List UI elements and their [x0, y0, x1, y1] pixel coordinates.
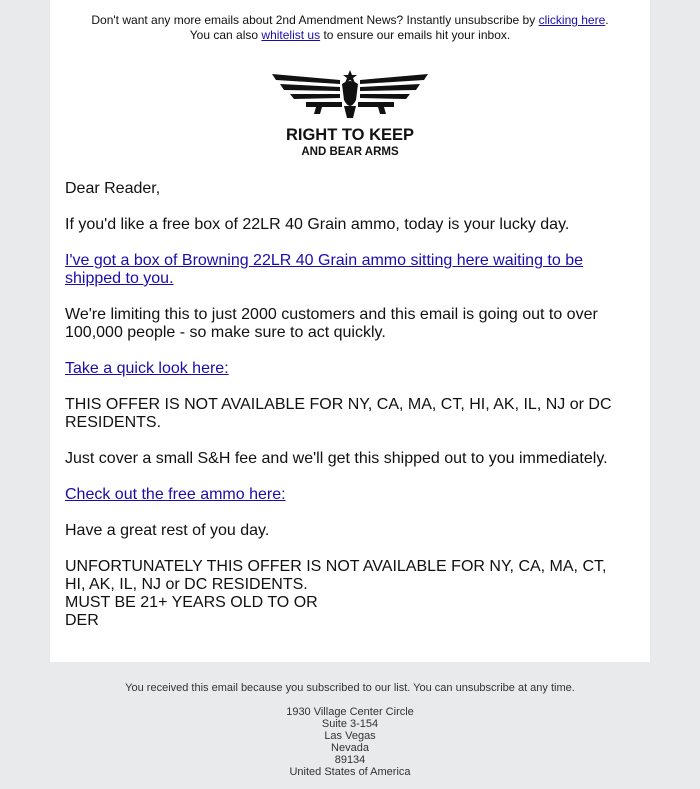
address-line: Las Vegas: [324, 730, 376, 742]
paragraph-offer: If you'd like a free box of 22LR 40 Grain ammo, today is your lucky day.: [65, 216, 570, 233]
email-footer: [0, 682, 700, 778]
notice-line1-suffix: .: [605, 13, 609, 27]
unsubscribe-link[interactable]: clicking here: [538, 13, 606, 27]
notice-line2-suffix: to ensure our emails hit your inbox.: [323, 28, 511, 42]
address-line: 1930 Village Center Circle: [286, 706, 414, 718]
paragraph-restriction: THIS OFFER IS NOT AVAILABLE FOR NY, CA, MA, CT, HI, AK, IL, NJ or DC RESIDENTS.: [65, 396, 612, 431]
browning-ammo-link[interactable]: I've got a box of Browning 22LR 40 Grain ammo sitting here waiting to be shipped to you.: [65, 252, 584, 287]
notice-line1-text: Don't want any more emails about 2nd Amendment News? Instantly unsubscribe by: [91, 13, 536, 27]
restriction-line1: UNFORTUNATELY THIS OFFER IS NOT AVAILABLE FOR NY, CA, MA, CT, HI, AK, IL, NJ or DC RESIDENTS.: [65, 558, 607, 593]
subscription-notice: You received this email because you subscribed to our list. You can unsubscribe at any time.: [125, 682, 575, 694]
mailing-address: [0, 706, 700, 778]
notice-line2-text: You can also: [189, 28, 259, 42]
whitelist-link[interactable]: whitelist us: [261, 28, 321, 42]
address-line: United States of America: [289, 766, 411, 778]
address-line: Suite 3-154: [321, 718, 379, 730]
logo-title: RIGHT TO KEEP: [285, 126, 415, 144]
brand-logo: [265, 66, 435, 160]
address-line: Nevada: [331, 742, 369, 754]
free-ammo-link[interactable]: Check out the free ammo here:: [65, 486, 286, 503]
paragraph-shipping: Just cover a small S&H fee and we'll get this shipped out to you immediately.: [65, 450, 608, 467]
restriction-line3: DER: [65, 612, 99, 629]
paragraph-limited: We're limiting this to just 2000 customers and this email is going out to over 100,000 people - so make sure to act quickly.: [65, 306, 598, 341]
email-card: [50, 0, 650, 662]
unsubscribe-notice: [50, 13, 650, 43]
address-line: 89134: [334, 754, 366, 766]
greeting: Dear Reader,: [65, 180, 161, 197]
email-body: [65, 180, 625, 630]
winged-eagle-pistols-icon: [270, 66, 430, 124]
quick-look-link[interactable]: Take a quick look here:: [65, 360, 229, 377]
logo-subtitle: AND BEAR ARMS: [301, 146, 399, 158]
restriction-line2: MUST BE 21+ YEARS OLD TO OR: [65, 594, 318, 611]
paragraph-closing: Have a great rest of you day.: [65, 522, 270, 539]
